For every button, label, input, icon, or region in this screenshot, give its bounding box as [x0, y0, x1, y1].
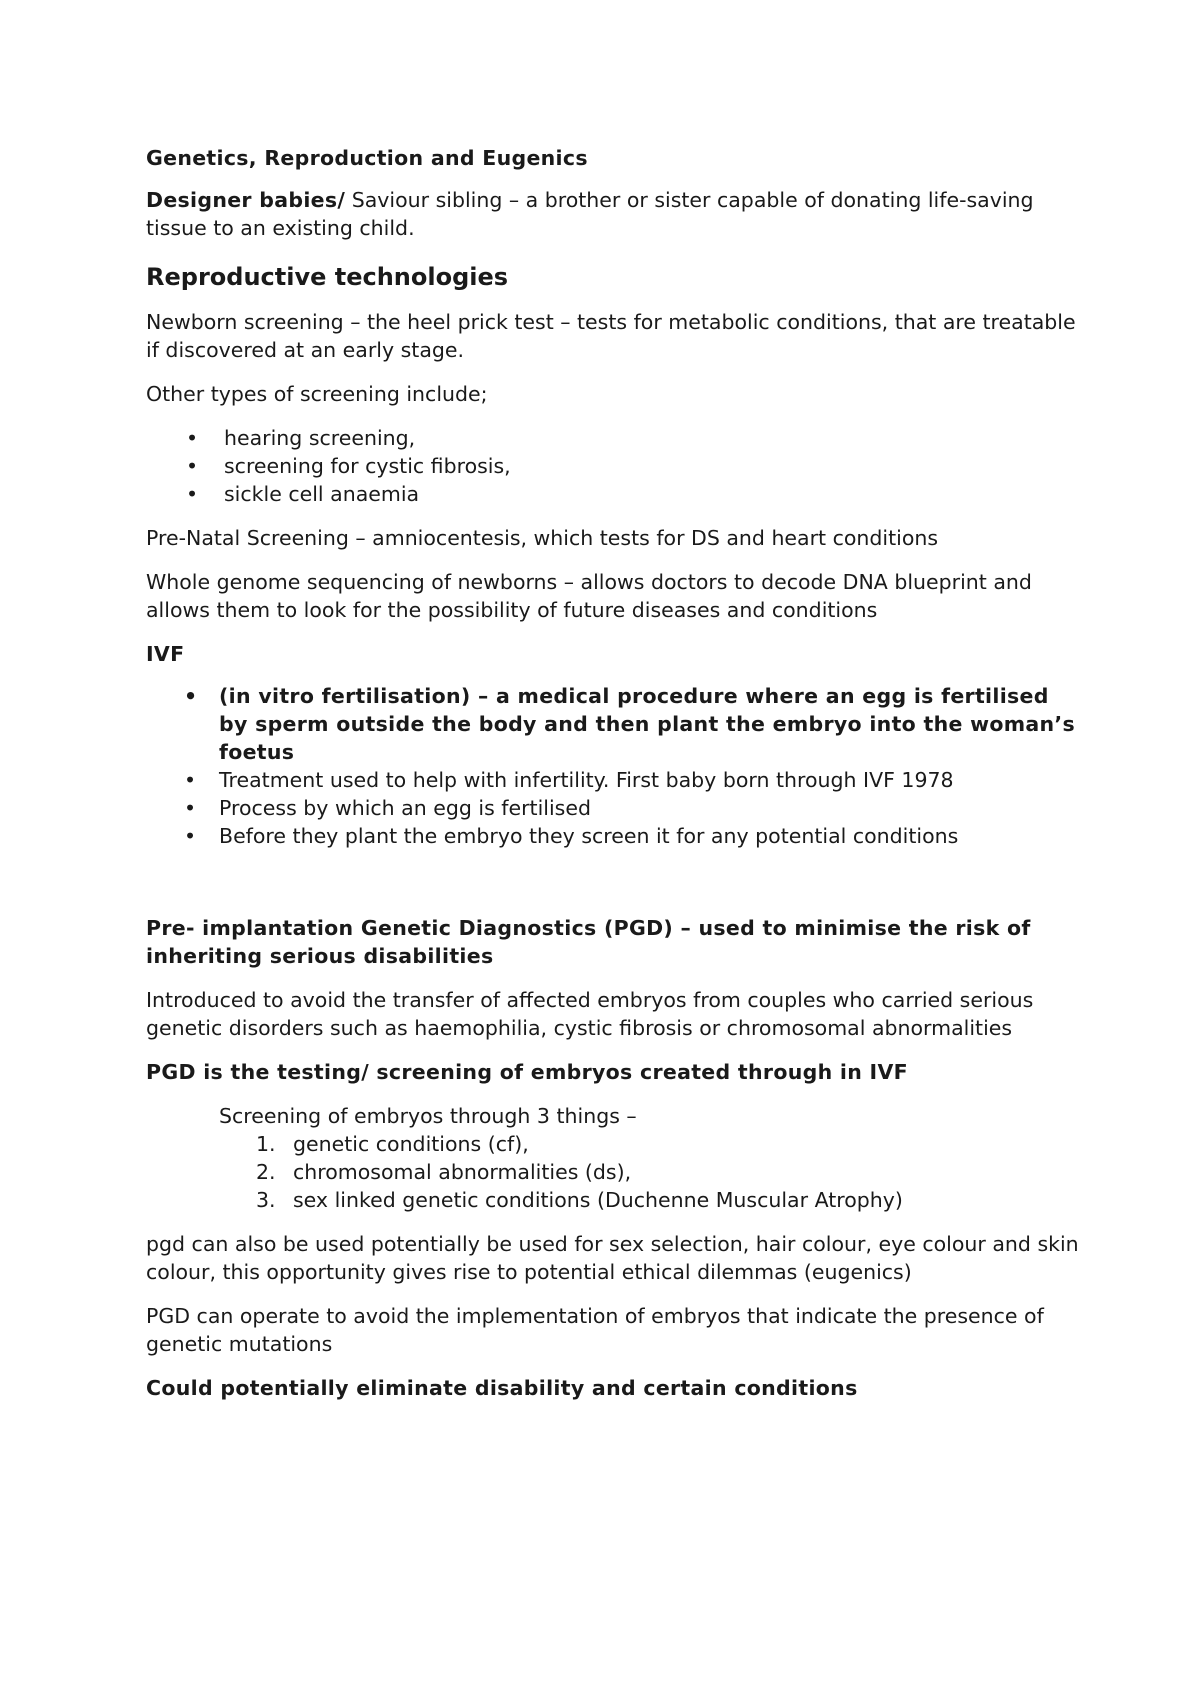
bullet-icon: •	[186, 426, 199, 450]
other-types-paragraph: Other types of screening include;	[146, 382, 488, 406]
numbered-list	[146, 1130, 1080, 1214]
newborn-screening-paragraph: Newborn screening – the heel prick test – tests for metabolic conditions, that are treatable if discovered at an early stage.	[146, 310, 1076, 362]
bullet-icon: •	[184, 684, 198, 708]
bullet-icon: •	[184, 796, 197, 820]
list-item-text: (in vitro fertilisation) – a medical procedure where an egg is fertilised by sperm outside the body and then plant the embryo into the woman’s foetus	[219, 684, 1076, 764]
list-item	[146, 424, 1080, 452]
list-item-text: chromosomal abnormalities (ds),	[293, 1160, 632, 1184]
list-number: 1.	[256, 1132, 276, 1156]
designer-babies-label: Designer babies/	[146, 188, 346, 212]
document-title: Genetics, Reproduction and Eugenics	[146, 146, 588, 170]
section-heading-reproductive-technologies: Reproductive technologies	[146, 263, 509, 291]
list-item	[146, 766, 1080, 794]
list-item	[146, 794, 1080, 822]
list-number: 2.	[256, 1160, 276, 1184]
screening-list	[146, 424, 1080, 508]
list-item	[146, 480, 1080, 508]
bullet-icon: •	[184, 824, 197, 848]
bullet-icon: •	[186, 482, 199, 506]
list-item	[146, 1130, 1080, 1158]
bullet-icon: •	[184, 768, 197, 792]
conclusion-line: Could potentially eliminate disability and certain conditions	[146, 1376, 858, 1400]
designer-babies-paragraph	[146, 186, 1080, 242]
pgd-avoid-paragraph: PGD can operate to avoid the implementation of embryos that indicate the presence of genetic mutations	[146, 1304, 1044, 1356]
pgd-heading: Pre- implantation Genetic Diagnostics (PGD) – used to minimise the risk of inheriting serious disabilities	[146, 916, 1031, 968]
list-item-text: sickle cell anaemia	[224, 482, 420, 506]
pgd-definition: PGD is the testing/ screening of embryos created through in IVF	[146, 1060, 908, 1084]
bullet-icon: •	[186, 454, 199, 478]
ivf-heading: IVF	[146, 642, 185, 666]
designer-babies-text: Saviour sibling – a brother or sister capable of donating life-saving tissue to an existing child.	[146, 188, 1034, 240]
list-item	[146, 1158, 1080, 1186]
list-item-text: Before they plant the embryo they screen it for any potential conditions	[219, 824, 959, 848]
list-number: 3.	[256, 1188, 276, 1212]
screening-through-line: Screening of embryos through 3 things –	[219, 1104, 637, 1128]
list-item-text: hearing screening,	[224, 426, 416, 450]
pgd-sex-selection-paragraph: pgd can also be used potentially be used for sex selection, hair colour, eye colour and skin colour, this opportunity gives rise to potential ethical dilemmas (eugenics)	[146, 1232, 1079, 1284]
list-item-text: Process by which an egg is fertilised	[219, 796, 591, 820]
blank-line	[146, 866, 1080, 914]
list-item	[146, 822, 1080, 850]
ivf-list	[146, 682, 1080, 850]
prenatal-screening-paragraph: Pre-Natal Screening – amniocentesis, which tests for DS and heart conditions	[146, 526, 939, 550]
pgd-intro-paragraph: Introduced to avoid the transfer of affected embryos from couples who carried serious genetic disorders such as haemophilia, cystic fibrosis or chromosomal abnormalities	[146, 988, 1034, 1040]
list-item-text: screening for cystic fibrosis,	[224, 454, 511, 478]
list-item	[146, 682, 1080, 766]
list-item-text: Treatment used to help with infertility. First baby born through IVF 1978	[219, 768, 954, 792]
genome-sequencing-paragraph: Whole genome sequencing of newborns – allows doctors to decode DNA blueprint and allows them to look for the possibility of future diseases and conditions	[146, 570, 1032, 622]
list-item	[146, 1186, 1080, 1214]
list-item-text: sex linked genetic conditions (Duchenne Muscular Atrophy)	[293, 1188, 903, 1212]
list-item-text: genetic conditions (cf),	[293, 1132, 529, 1156]
list-item	[146, 452, 1080, 480]
